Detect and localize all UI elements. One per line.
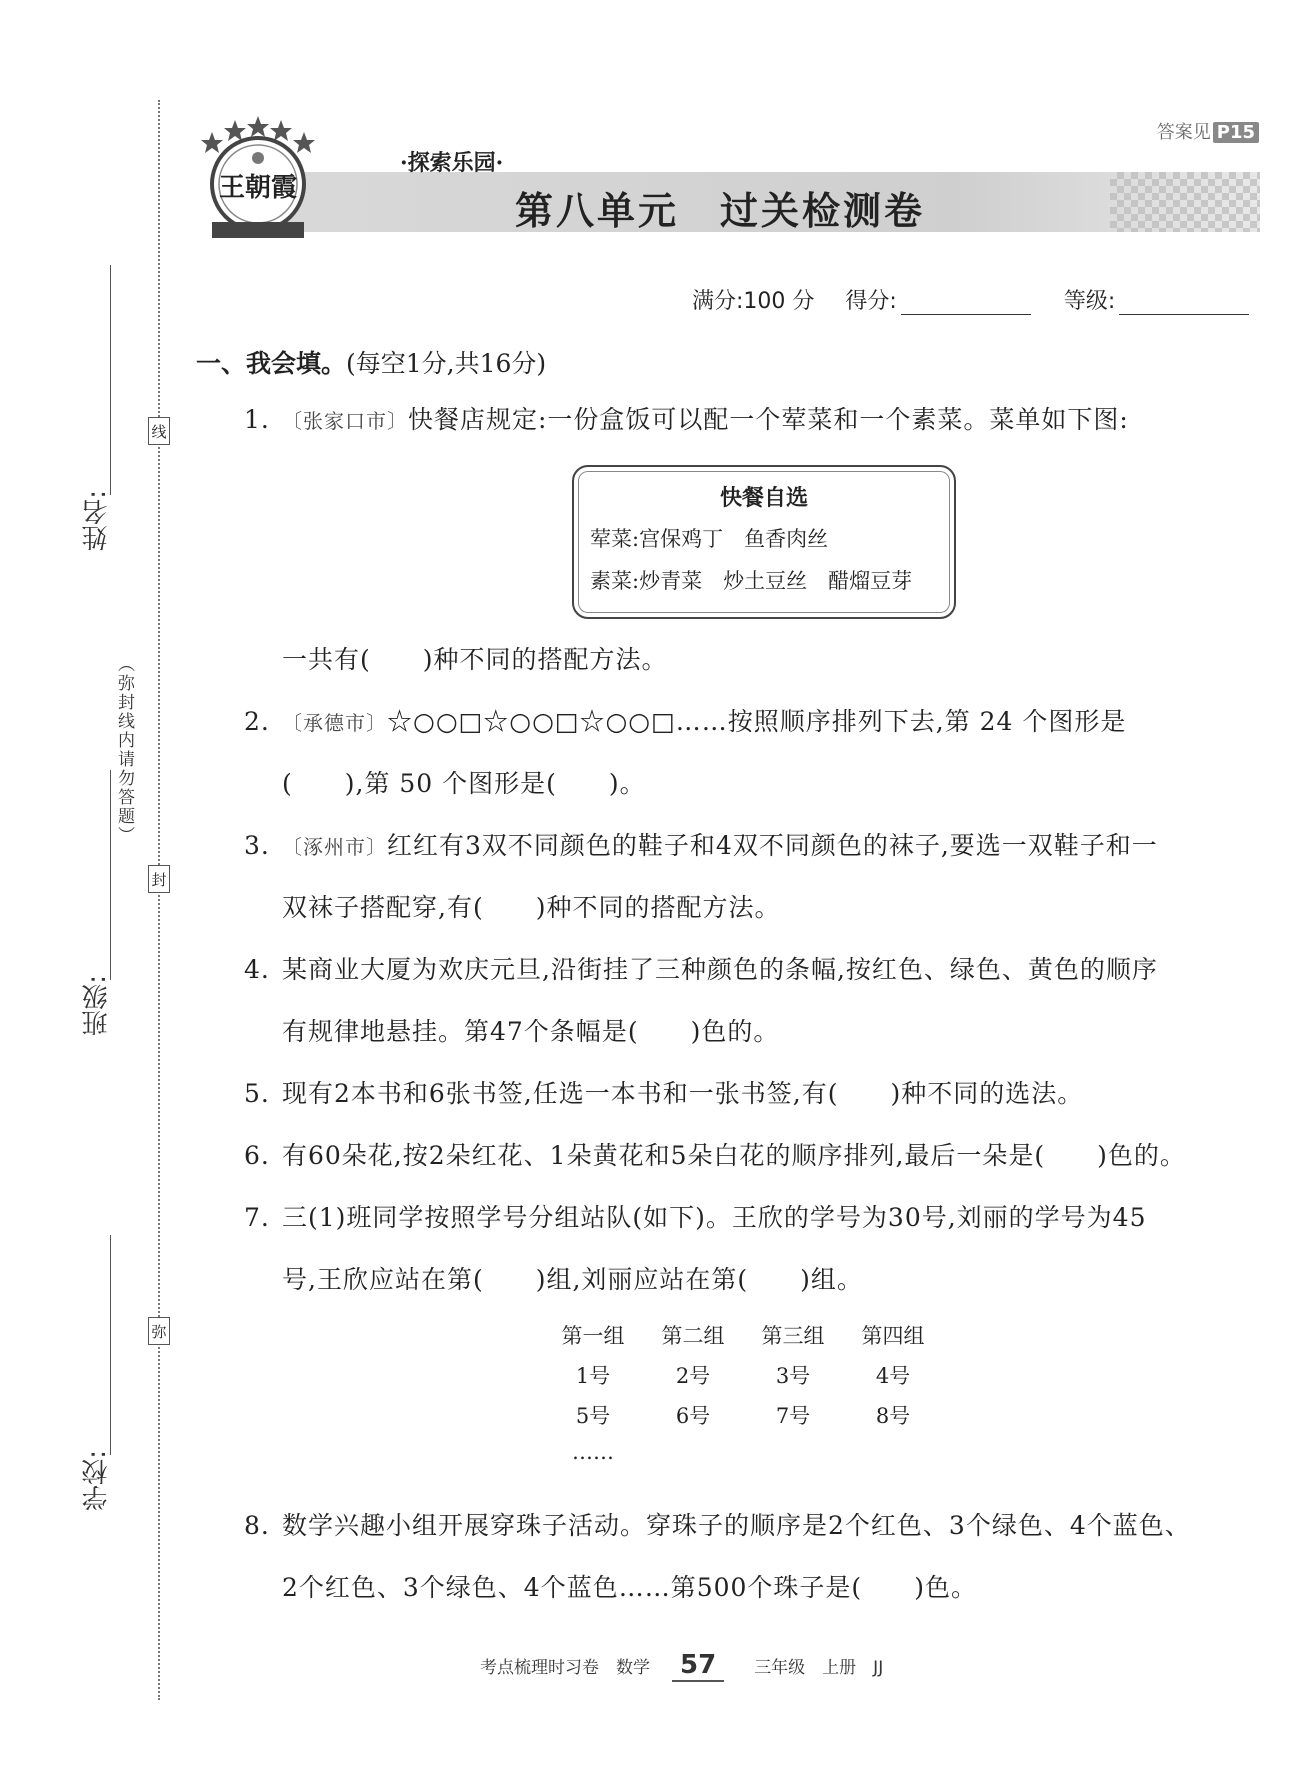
question-text: 红红有3双不同颜色的鞋子和4双不同颜色的袜子,要选一双鞋子和一 <box>387 831 1158 860</box>
question-5 <box>244 1074 1083 1110</box>
question-8-cont: 2个红色、3个绿色、4个蓝色……第500个珠子是( )色。 <box>282 1573 977 1602</box>
score-blank[interactable] <box>901 314 1031 315</box>
question-number: 8. <box>244 1511 270 1540</box>
region-tag: 〔张家口市〕 <box>282 409 408 433</box>
group-header: 第一组 <box>561 1324 625 1348</box>
footer <box>480 1650 883 1682</box>
question-3 <box>244 826 1158 862</box>
question-7 <box>244 1198 1147 1234</box>
brand-logo <box>198 112 318 242</box>
question-2-cont: ( ),第 50 个图形是( )。 <box>282 769 646 798</box>
group-cell: 6号 <box>675 1404 711 1428</box>
question-number: 1. <box>244 405 270 434</box>
seal-mark-mi: 弥 <box>148 1317 170 1345</box>
question-4-cont: 有规律地悬挂。第47个条幅是( )色的。 <box>282 1017 780 1046</box>
banner-checker-pattern <box>1110 172 1260 232</box>
group-cell: 7号 <box>775 1404 811 1428</box>
question-4 <box>244 950 1158 986</box>
question-text: 某商业大厦为欢庆元旦,沿街挂了三种颜色的条幅,按红色、绿色、黄色的顺序 <box>282 955 1158 984</box>
answer-ref-page: P15 <box>1213 122 1259 143</box>
school-line <box>110 1235 111 1455</box>
region-tag: 〔承德市〕 <box>282 711 387 735</box>
region-tag: 〔涿州市〕 <box>282 835 387 859</box>
page-number: 57 <box>672 1650 724 1682</box>
group-cell: 5号 <box>575 1404 611 1428</box>
menu-veg: 素菜:炒青菜 炒土豆丝 醋熘豆芽 <box>590 569 913 593</box>
svg-text:王朝霞: 王朝霞 <box>218 173 298 203</box>
group-cell: 4号 <box>875 1364 911 1388</box>
question-number: 7. <box>244 1203 270 1232</box>
group-cell: 8号 <box>875 1404 911 1428</box>
menu-title: 快餐自选 <box>719 486 808 511</box>
school-label: 学校: <box>82 1450 112 1511</box>
question-text: 数学兴趣小组开展穿珠子活动。穿珠子的顺序是2个红色、3个绿色、4个蓝色、 <box>282 1511 1191 1540</box>
footer-left: 考点梳理时习卷 数学 <box>480 1658 650 1678</box>
class-line <box>110 770 111 980</box>
question-text: 三(1)班同学按照学号分组站队(如下)。王欣的学号为30号,刘丽的学号为45 <box>282 1203 1147 1232</box>
seal-mark-seal: 封 <box>148 865 170 893</box>
binding-dotted-line <box>158 100 160 1700</box>
question-2 <box>244 702 1126 738</box>
name-line <box>110 265 111 495</box>
group-cell: 3号 <box>775 1364 811 1388</box>
question-text: 现有2本书和6张书签,任选一本书和一张书签,有( )种不同的选法。 <box>282 1079 1084 1108</box>
question-7-cont: 号,王欣应站在第( )组,刘丽应站在第( )组。 <box>282 1265 863 1294</box>
group-header: 第三组 <box>761 1324 825 1348</box>
name-label: 姓名: <box>82 490 112 551</box>
question-text: 快餐店规定:一份盒饭可以配一个荤菜和一个素菜。菜单如下图: <box>408 405 1129 434</box>
score-label: 得分: <box>845 289 897 314</box>
question-number: 6. <box>244 1141 270 1170</box>
answer-reference <box>1157 118 1259 144</box>
question-1 <box>244 400 1129 436</box>
page-title: 第八单元 过关检测卷 <box>515 189 926 233</box>
seal-mark-line: 线 <box>148 417 170 445</box>
group-header: 第四组 <box>861 1324 925 1348</box>
question-number: 3. <box>244 831 270 860</box>
section-note: (每空1分,共16分) <box>346 349 547 378</box>
grade-label: 等级: <box>1063 289 1116 314</box>
question-1-cont: 一共有( )种不同的搭配方法。 <box>282 645 668 674</box>
class-label: 班级: <box>82 975 112 1036</box>
section-title: 一、我会填。 <box>196 349 347 378</box>
group-cell: 2号 <box>675 1364 711 1388</box>
question-number: 2. <box>244 707 270 736</box>
question-number: 4. <box>244 955 270 984</box>
seal-line-note: （弥封线内请勿答题） <box>114 655 134 845</box>
question-number: 5. <box>244 1079 270 1108</box>
score-row <box>692 284 1253 315</box>
group-header: 第二组 <box>661 1324 725 1348</box>
question-6 <box>244 1136 1186 1172</box>
subtitle: ·探索乐园· <box>400 150 504 176</box>
group-ellipsis: …… <box>572 1440 614 1464</box>
question-text: 有60朵花,按2朵红花、1朵黄花和5朵白花的顺序排列,最后一朵是( )色的。 <box>282 1141 1186 1170</box>
answer-ref-label: 答案见 <box>1156 122 1211 143</box>
question-text: ☆○○□☆○○□☆○○□……按照顺序排列下去,第 24 个图形是 <box>387 707 1127 736</box>
menu-box <box>572 465 956 619</box>
full-score-label: 满分:100 分 <box>692 289 815 314</box>
section-heading <box>196 344 546 380</box>
menu-meat: 荤菜:宫保鸡丁 鱼香肉丝 <box>590 527 829 551</box>
grade-blank[interactable] <box>1119 314 1249 315</box>
question-8 <box>244 1506 1191 1542</box>
footer-right: 三年级 上册 JJ <box>754 1658 884 1678</box>
question-3-cont: 双袜子搭配穿,有( )种不同的搭配方法。 <box>282 893 781 922</box>
group-cell: 1号 <box>575 1364 611 1388</box>
